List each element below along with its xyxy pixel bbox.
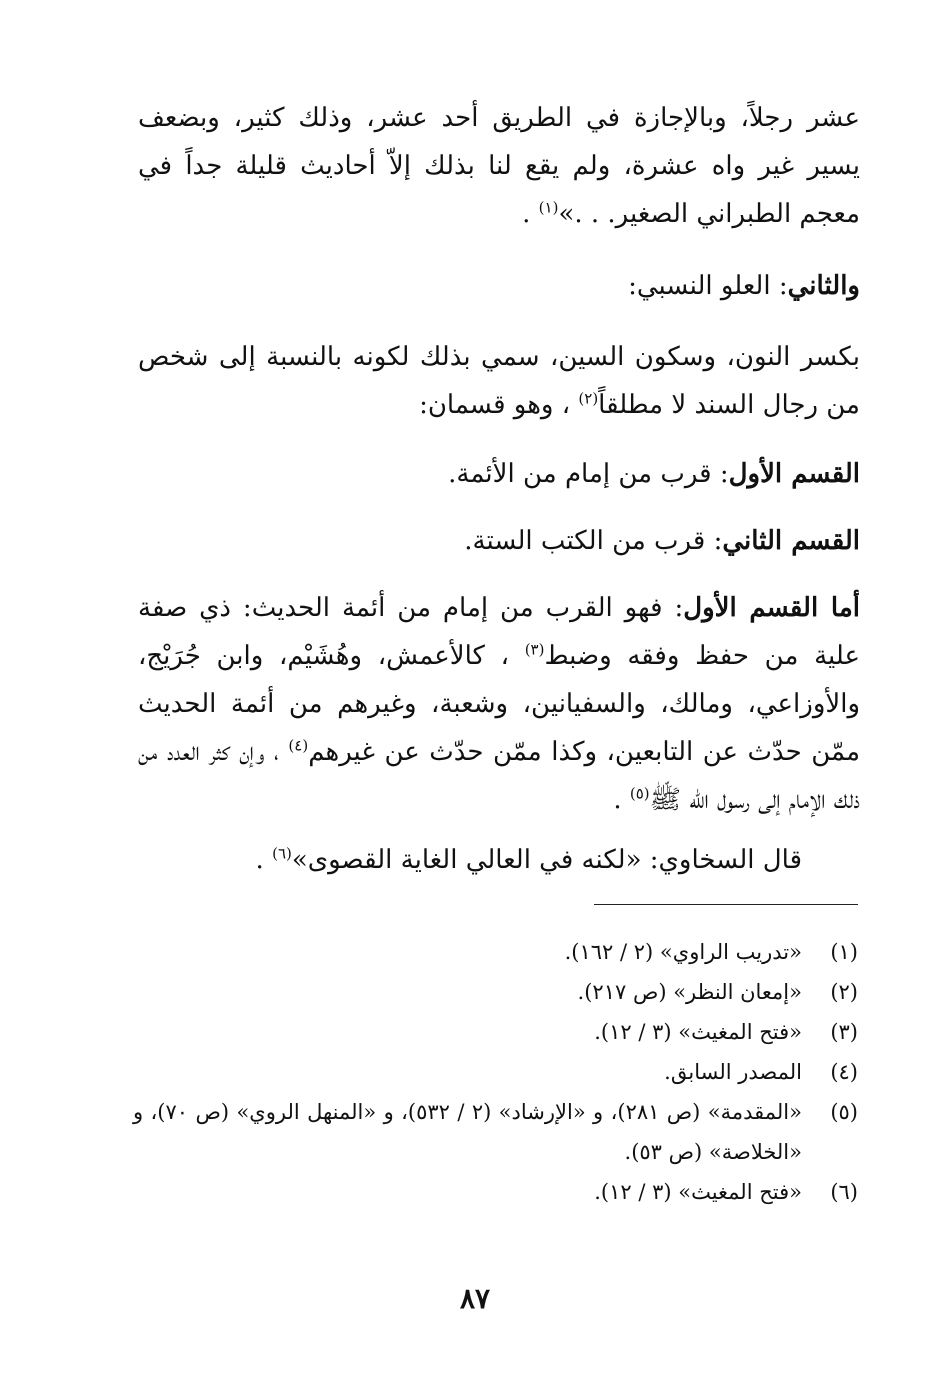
heading-bold: القسم الأول <box>728 459 860 489</box>
heading-text: : العلو النسبي: <box>628 271 788 301</box>
footnote-text: المصدر السابق. <box>664 1060 802 1084</box>
footnote-ref-1: (١) <box>538 198 559 217</box>
footnote-item <box>133 1172 858 1212</box>
paragraph-text: قال السخاوي: «لكنه في العالي الغاية القصوى» <box>291 845 802 875</box>
footnote-number: (١) <box>830 940 858 964</box>
footnote-item <box>133 1092 858 1172</box>
footnote-number: (٤) <box>830 1060 858 1084</box>
page-number: ٨٧ <box>459 1282 491 1315</box>
footnote-text: «فتح المغيث» (٣ / ١٢). <box>594 1180 802 1204</box>
paragraph-text: بكسر النون، وسكون السين، سمي بذلك لكونه بالنسبة إلى شخص من رجال السند لا مطلقاً <box>138 342 860 420</box>
paragraph-sakhawi-quote <box>138 836 802 884</box>
footnote-ref-4: (٤) <box>288 736 309 755</box>
paragraph-end: . <box>255 845 273 875</box>
paragraph-first-section-explanation <box>138 584 860 824</box>
footnote-number: (٦) <box>830 1180 858 1204</box>
footnote-item <box>133 932 858 972</box>
section-heading-relative-elevation <box>138 262 860 310</box>
paragraph-text: : فهو القرب من إمام من أئمة الحديث: ذي صفة علية من حفظ وفقه وضبط <box>138 593 860 671</box>
paragraph-text: عشر رجلاً، وبالإجازة في الطريق أحد عشر، وذلك كثير، وبضعف يسير غير واه عشرة، ولم يقع لنا بذلك إلاّ أحاديث قليلة جداً في معجم الطبراني الصغير. . .» <box>138 103 860 229</box>
footnote-divider <box>594 904 858 905</box>
footnotes-list <box>133 932 858 1212</box>
heading-bold: أما القسم الأول <box>683 593 860 623</box>
footnote-item <box>133 1052 858 1092</box>
footnote-number: (٢) <box>830 980 858 1004</box>
footnote-ref-3: (٣) <box>524 640 545 659</box>
paragraph-second-section <box>138 517 860 565</box>
footnote-item <box>133 1012 858 1052</box>
paragraph-text: ، وإن كثر العدد من ذلك الإمام إلى رسول الله ﷺ <box>138 737 860 815</box>
heading-bold: والثاني <box>787 271 860 301</box>
paragraph-end: ، وهو قسمان: <box>419 390 579 420</box>
paragraph-definition <box>138 333 860 429</box>
footnote-item <box>133 972 858 1012</box>
paragraph-text: ، كالأعمش، وهُشَيْم، وابن جُرَيْج، والأوزاعي، ومالك، والسفيانين، وشعبة، وغيرهم من أئمة الحديث ممّن حدّث عن التابعين، وكذا ممّن حدّث عن غيرهم <box>138 641 861 767</box>
footnote-ref-6: (٦) <box>272 844 292 863</box>
paragraph-first-section <box>138 450 860 498</box>
paragraph-text: : قرب من إمام من الأئمة. <box>448 459 729 489</box>
paragraph-end: . <box>522 199 539 229</box>
heading-bold: القسم الثاني <box>722 526 860 556</box>
footnote-number: (٣) <box>830 1020 858 1044</box>
footnote-ref-2: (٢) <box>578 389 599 408</box>
footnote-text: «المقدمة» (ص ٢٨١)، و «الإرشاد» (٢ / ٥٣٢)، و «المنهل الروي» (ص ٧٠)، و «الخلاصة» (ص ٥٣). <box>133 1100 802 1164</box>
footnote-number: (٥) <box>830 1100 858 1124</box>
footnote-text: «تدريب الراوي» (٢ / ١٦٢). <box>564 940 802 964</box>
footnote-text: «فتح المغيث» (٣ / ١٢). <box>594 1020 802 1044</box>
footnote-text: «إمعان النظر» (ص ٢١٧). <box>577 980 802 1004</box>
footnote-ref-5: (٥) <box>629 784 650 803</box>
paragraph-end: . <box>613 785 630 815</box>
paragraph-text: : قرب من الكتب الستة. <box>464 526 723 556</box>
paragraph-quote-end <box>138 94 860 238</box>
